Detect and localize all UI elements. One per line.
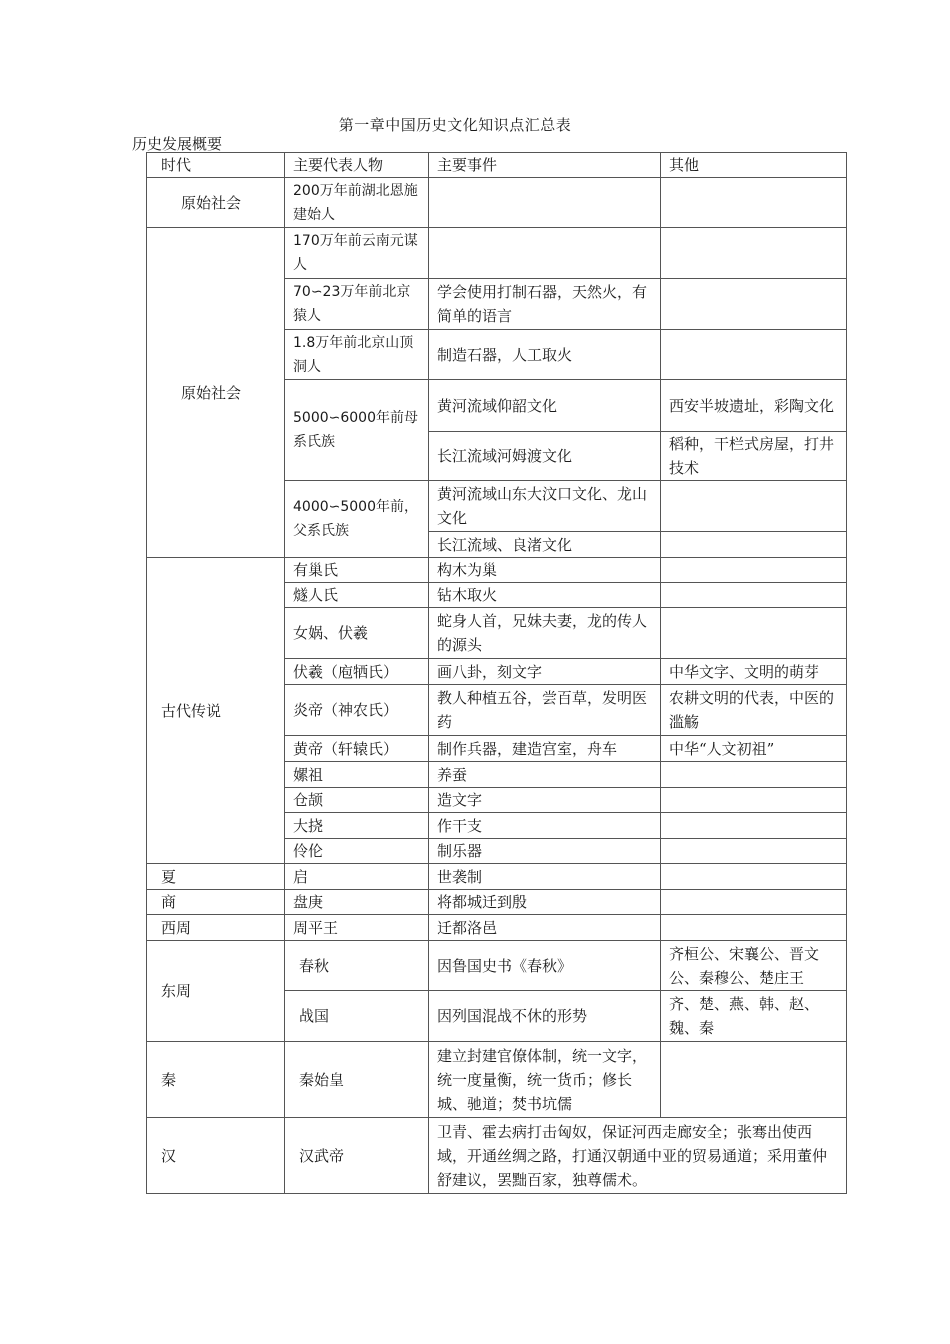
era-cell: 原始社会 [147, 178, 285, 228]
person-cell: 1.8万年前北京山顶洞人 [285, 330, 429, 380]
event-cell: 钻木取火 [429, 583, 661, 608]
table-row [147, 890, 847, 915]
era-cell: 东周 [147, 941, 285, 1042]
era-cell: 商 [147, 890, 285, 915]
other-cell: 西安半坡遗址，彩陶文化 [661, 380, 847, 432]
event-cell: 制作兵器，建造宫室，舟车 [429, 736, 661, 762]
event-cell [429, 228, 661, 279]
era-cell: 汉 [147, 1118, 285, 1194]
event-cell: 养蚕 [429, 762, 661, 788]
era-cell: 古代传说 [147, 558, 285, 864]
other-cell [661, 864, 847, 890]
header-person: 主要代表人物 [285, 153, 429, 178]
other-cell [661, 839, 847, 864]
table-row [147, 941, 847, 991]
event-cell: 制乐器 [429, 839, 661, 864]
other-cell [661, 788, 847, 813]
other-cell [661, 228, 847, 279]
other-cell: 中华“人文初祖” [661, 736, 847, 762]
event-cell [429, 178, 661, 228]
other-cell: 稻种，干栏式房屋，打井技术 [661, 432, 847, 481]
event-cell: 将都城迁到殷 [429, 890, 661, 915]
person-cell: 战国 [285, 991, 429, 1042]
other-cell [661, 532, 847, 558]
event-cell: 黄河流域山东大汶口文化、龙山文化 [429, 481, 661, 532]
table-row [147, 915, 847, 941]
other-cell [661, 890, 847, 915]
event-cell: 因鲁国史书《春秋》 [429, 941, 661, 991]
event-cell: 迁都洛邑 [429, 915, 661, 941]
event-cell: 学会使用打制石器，天然火，有简单的语言 [429, 279, 661, 330]
person-cell: 有巢氏 [285, 558, 429, 583]
table-row [147, 558, 847, 583]
history-summary-table [146, 152, 847, 1194]
table-row [147, 864, 847, 890]
header-other: 其他 [661, 153, 847, 178]
person-cell: 仓颉 [285, 788, 429, 813]
event-cell: 世袭制 [429, 864, 661, 890]
person-cell: 大挠 [285, 813, 429, 839]
other-cell [661, 279, 847, 330]
era-cell: 原始社会 [147, 228, 285, 558]
event-cell: 教人种植五谷，尝百草，发明医药 [429, 685, 661, 736]
person-cell: 200万年前湖北恩施建始人 [285, 178, 429, 228]
era-cell: 秦 [147, 1042, 285, 1118]
event-cell: 长江流域、良渚文化 [429, 532, 661, 558]
person-cell: 春秋 [285, 941, 429, 991]
header-event: 主要事件 [429, 153, 661, 178]
person-cell: 女娲、伏羲 [285, 608, 429, 659]
event-cell: 蛇身人首，兄妹夫妻，龙的传人的源头 [429, 608, 661, 659]
person-cell: 盘庚 [285, 890, 429, 915]
other-cell [661, 915, 847, 941]
other-cell: 农耕文明的代表，中医的滥觞 [661, 685, 847, 736]
other-cell: 中华文字、文明的萌芽 [661, 659, 847, 685]
event-cell: 卫青、霍去病打击匈奴，保证河西走廊安全；张骞出使西域，开通丝绸之路，打通汉朝通中亚的贸易通道；采用董仲舒建议，罢黜百家，独尊儒术。 [429, 1118, 847, 1194]
era-cell: 夏 [147, 864, 285, 890]
person-cell: 启 [285, 864, 429, 890]
event-cell: 构木为巢 [429, 558, 661, 583]
person-cell: 黄帝（轩辕氏） [285, 736, 429, 762]
person-cell: 伏羲（庖牺氏） [285, 659, 429, 685]
other-cell [661, 1042, 847, 1118]
era-cell: 西周 [147, 915, 285, 941]
other-cell [661, 608, 847, 659]
person-cell: 4000∽5000年前，父系氏族 [285, 481, 429, 558]
person-cell: 燧人氏 [285, 583, 429, 608]
table-row [147, 1118, 847, 1194]
event-cell: 制造石器，人工取火 [429, 330, 661, 380]
person-cell: 秦始皇 [285, 1042, 429, 1118]
other-cell [661, 583, 847, 608]
document-title: 第一章中国历史文化知识点汇总表 [338, 116, 572, 134]
other-cell [661, 813, 847, 839]
other-cell [661, 178, 847, 228]
event-cell: 因列国混战不休的形势 [429, 991, 661, 1042]
event-cell: 黄河流域仰韶文化 [429, 380, 661, 432]
event-cell: 画八卦，刻文字 [429, 659, 661, 685]
header-era: 时代 [147, 153, 285, 178]
other-cell [661, 330, 847, 380]
other-cell: 齐、楚、燕、韩、赵、魏、秦 [661, 991, 847, 1042]
person-cell: 嫘祖 [285, 762, 429, 788]
event-cell: 造文字 [429, 788, 661, 813]
other-cell: 齐桓公、宋襄公、晋文公、秦穆公、楚庄王 [661, 941, 847, 991]
person-cell: 伶伦 [285, 839, 429, 864]
person-cell: 炎帝（神农氏） [285, 685, 429, 736]
table-row [147, 1042, 847, 1118]
table-row [147, 178, 847, 228]
table-header-row [147, 153, 847, 178]
other-cell [661, 558, 847, 583]
person-cell: 170万年前云南元谋人 [285, 228, 429, 279]
other-cell [661, 762, 847, 788]
event-cell: 作干支 [429, 813, 661, 839]
other-cell [661, 481, 847, 532]
event-cell: 长江流域河姆渡文化 [429, 432, 661, 481]
person-cell: 5000∽6000年前母系氏族 [285, 380, 429, 481]
section-heading: 历史发展概要 [132, 135, 223, 153]
event-cell: 建立封建官僚体制，统一文字，统一度量衡，统一货币；修长城、驰道；焚书坑儒 [429, 1042, 661, 1118]
person-cell: 汉武帝 [285, 1118, 429, 1194]
table-row [147, 228, 847, 279]
person-cell: 70∽23万年前北京猿人 [285, 279, 429, 330]
person-cell: 周平王 [285, 915, 429, 941]
